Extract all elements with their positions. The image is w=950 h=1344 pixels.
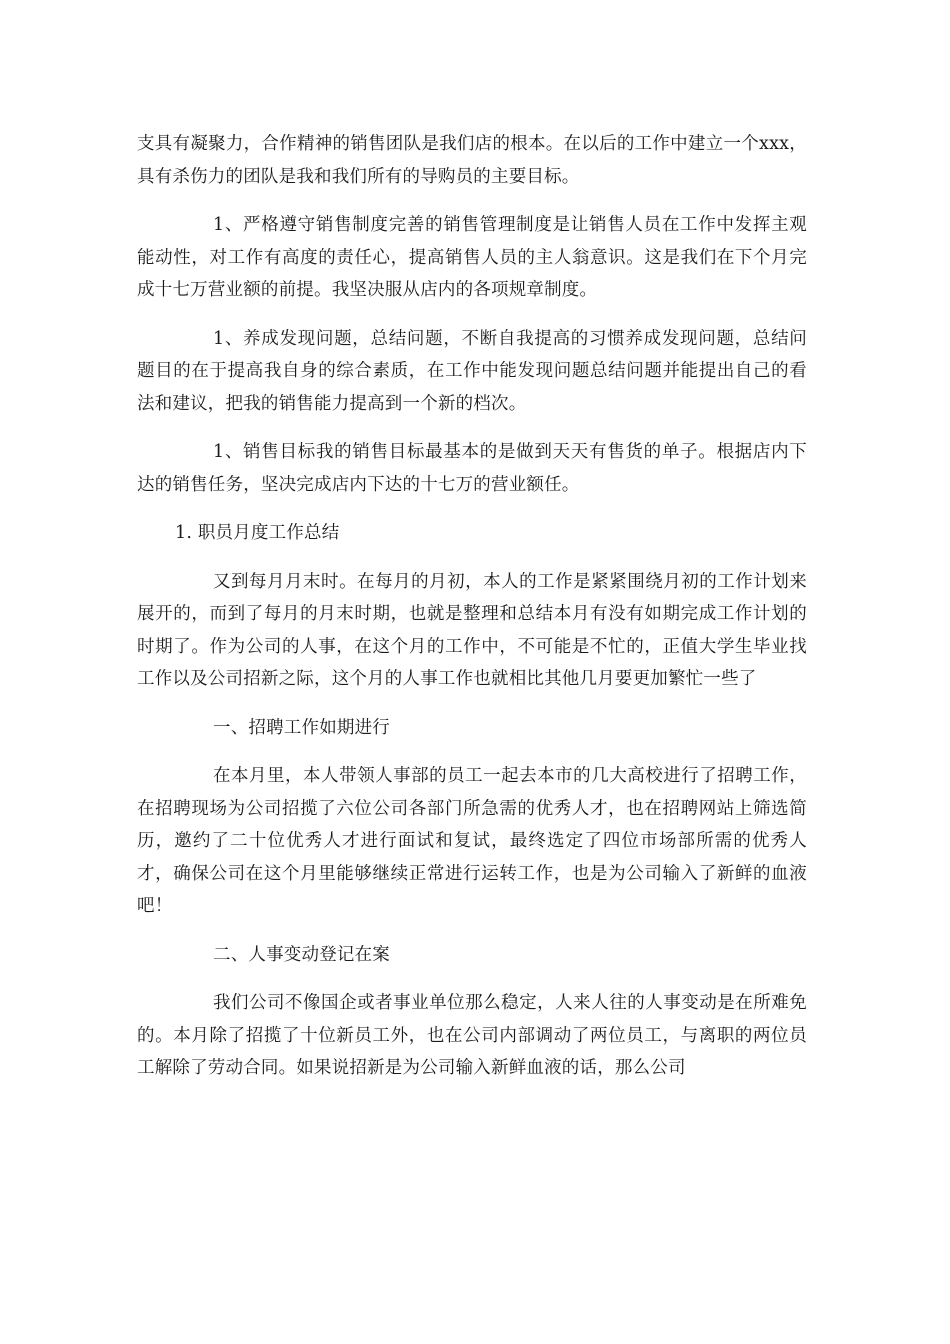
paragraph-team-goal: 支具有凝聚力，合作精神的销售团队是我们店的根本。在以后的工作中建立一个xxx，具有杀伤力的团队是我和我们所有的导购员的主要目标。 [137, 134, 807, 187]
section-title-monthly-summary: 1. 职员月度工作总结 [175, 523, 340, 543]
heading-personnel-changes: 二、人事变动登记在案 [213, 944, 390, 965]
paragraph-sales-target: 1、销售目标我的销售目标最基本的是做到天天有售货的单子。根据店内下达的销售任务，坚决完成店内下达的十七万的营业额任。 [137, 442, 807, 495]
paragraph-month-end: 又到每月月末时。在每月的月初，本人的工作是紧紧围绕月初的工作计划来展开的，而到了每月的月末时期，也就是整理和总结本月有没有如期完成工作计划的时期了。作为公司的人事，在这个月的工作中，不可能是不忙的，正值大学生毕业找工作以及公司招新之际，这个月的人事工作也就相比其他几月要更加繁忙一些了 [137, 571, 807, 689]
document-page [137, 128, 807, 1101]
heading-recruitment: 一、招聘工作如期进行 [213, 717, 390, 738]
paragraph-problem-habit: 1、养成发现问题，总结问题，不断自我提高的习惯养成发现问题，总结问题目的在于提高我自身的综合素质，在工作中能发现问题总结问题并能提出自己的看法和建议，把我的销售能力提高到一个新的档次。 [137, 328, 807, 414]
paragraph-sales-rules: 1、严格遵守销售制度完善的销售管理制度是让销售人员在工作中发挥主观能动性，对工作有高度的责任心，提高销售人员的主人翁意识。这是我们在下个月完成十七万营业额的前提。我坚决服从店内的各项规章制度。 [137, 215, 807, 300]
paragraph-recruitment: 在本月里，本人带领人事部的员工一起去本市的几大高校进行了招聘工作，在招聘现场为公司招揽了六位公司各部门所急需的优秀人才，也在招聘网站上筛选简历，邀约了二十位优秀人才进行面试和复试，最终选定了四位市场部所需的优秀人才，确保公司在这个月里能够继续正常进行运转工作，也是为公司输入了新鲜的血液吧！ [137, 766, 807, 916]
paragraph-personnel-changes: 我们公司不像国企或者事业单位那么稳定，人来人往的人事变动是在所难免的。本月除了招揽了十位新员工外，也在公司内部调动了两位员工，与离职的两位员工解除了劳动合同。如果说招新是为公司输入新鲜血液的话，那么公司 [137, 993, 807, 1078]
